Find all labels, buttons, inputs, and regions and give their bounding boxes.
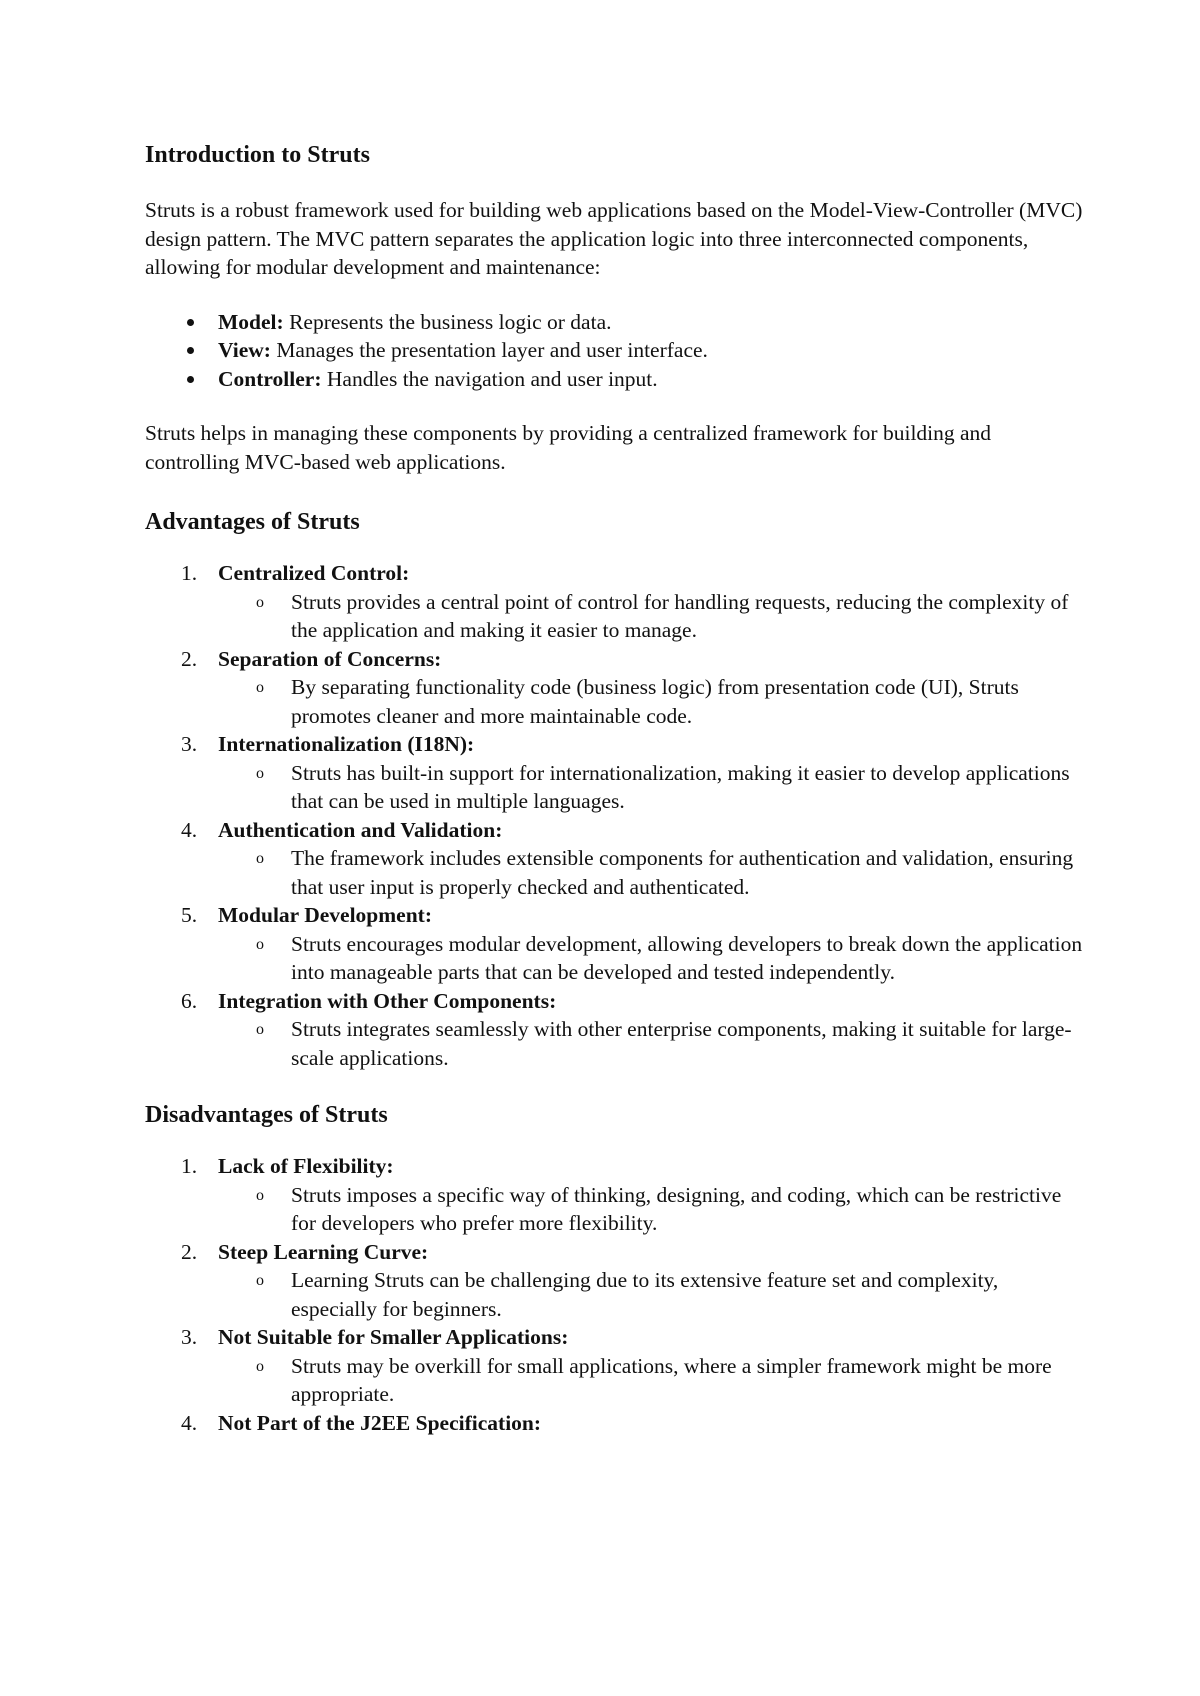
item-number: 2. [181, 1239, 198, 1264]
sub-item [218, 588, 1085, 645]
list-item [145, 1152, 1085, 1238]
item-title: Not Suitable for Smaller Applications: [218, 1325, 569, 1349]
bullet-text: Manages the presentation layer and user interface. [270, 338, 708, 362]
item-number: 5. [181, 903, 198, 927]
sub-item-text: Struts encourages modular development, allowing developers to break down the application into manageable parts that can be developed and tested independently. [291, 931, 1083, 984]
item-title: Authentication and Validation: [218, 817, 503, 842]
item-number: 4. [181, 817, 198, 842]
list-item [145, 816, 1085, 902]
sub-bullet-icon: o [256, 1272, 264, 1289]
item-title: Centralized Control: [218, 561, 410, 585]
sub-item [218, 673, 1085, 730]
sub-bullet-icon: o [256, 679, 264, 696]
intro-paragraph: Struts is a robust framework used for building web applications based on the Model-View-Controller (MVC) design pattern. The MVC pattern separates the application logic into three interconnected components, allowing for modular development and maintenance: [145, 198, 1083, 279]
sub-item [218, 759, 1085, 816]
intro-heading: Introduction to Struts [145, 142, 370, 168]
mvc-bullet-list [145, 308, 1085, 394]
bullet-icon [187, 347, 194, 354]
sub-item-text: The framework includes extensible components for authentication and validation, ensuring that user input is properly checked and authenticated. [291, 846, 1074, 899]
sub-item-text: By separating functionality code (business logic) from presentation code (UI), Struts promotes cleaner and more maintainable code. [291, 675, 1019, 728]
sub-item-text: Learning Struts can be challenging due to its extensive feature set and complexity, especially for beginners. [291, 1268, 999, 1321]
sub-item [218, 930, 1085, 987]
sub-item-text: Struts has built-in support for internationalization, making it easier to develop applications that can be used in multiple languages. [291, 760, 1070, 813]
sub-bullet-icon: o [256, 1186, 264, 1204]
disadvantages-list [145, 1152, 1085, 1437]
item-number: 3. [181, 732, 198, 756]
item-title: Not Part of the J2EE Specification: [218, 1410, 542, 1435]
item-title: Steep Learning Curve: [218, 1239, 429, 1264]
sub-bullet-icon: o [256, 935, 264, 953]
list-item [145, 1409, 1085, 1438]
sub-bullet-icon: o [256, 764, 264, 782]
list-item [145, 730, 1085, 816]
advantages-list [145, 559, 1085, 1072]
item-number: 3. [181, 1325, 198, 1349]
sub-bullet-icon: o [256, 1357, 264, 1375]
bullet-item-controller [145, 365, 1085, 394]
document-page [145, 140, 1085, 1437]
item-title: Lack of Flexibility: [218, 1154, 394, 1178]
item-number: 1. [181, 561, 198, 585]
bullet-icon [187, 376, 194, 383]
item-number: 1. [181, 1154, 198, 1178]
sub-item [218, 844, 1085, 901]
sub-item [218, 1266, 1085, 1323]
item-number: 4. [181, 1410, 198, 1435]
bullet-term: Controller: [218, 366, 322, 391]
item-title: Separation of Concerns: [218, 646, 442, 671]
sub-bullet-icon: o [256, 1021, 264, 1038]
sub-bullet-icon: o [256, 593, 264, 611]
advantages-heading: Advantages of Struts [145, 509, 360, 535]
bullet-text: Represents the business logic or data. [283, 309, 612, 334]
item-title: Internationalization (I18N): [218, 732, 475, 756]
bullet-icon [187, 319, 194, 326]
sub-item [218, 1352, 1085, 1409]
item-number: 6. [181, 988, 198, 1013]
bullet-item-view [145, 336, 1085, 365]
list-item [145, 1238, 1085, 1324]
sub-item-text: Struts imposes a specific way of thinking, designing, and coding, which can be restrictive for developers who prefer more flexibility. [291, 1182, 1062, 1235]
bullet-text: Handles the navigation and user input. [321, 366, 658, 391]
bullet-term: View: [218, 338, 271, 362]
list-item [145, 559, 1085, 645]
sub-item [218, 1181, 1085, 1238]
list-item [145, 901, 1085, 987]
sub-item-text: Struts integrates seamlessly with other enterprise components, making it suitable for large-scale applications. [291, 1017, 1072, 1070]
list-item [145, 987, 1085, 1073]
list-item [145, 1323, 1085, 1409]
sub-item-text: Struts may be overkill for small applications, where a simpler framework might be more appropriate. [291, 1353, 1052, 1406]
item-number: 2. [181, 646, 198, 671]
item-title: Modular Development: [218, 903, 432, 927]
sub-item-text: Struts provides a central point of control for handling requests, reducing the complexity of the application and making it easier to manage. [291, 589, 1069, 642]
list-item [145, 645, 1085, 731]
bullet-item-model [145, 308, 1085, 337]
item-title: Integration with Other Components: [218, 988, 557, 1013]
sub-item [218, 1015, 1085, 1072]
sub-bullet-icon: o [256, 850, 264, 867]
bullet-term: Model: [218, 309, 284, 334]
intro-closing-paragraph: Struts helps in managing these components by providing a centralized framework for building and controlling MVC-based web applications. [145, 421, 992, 474]
disadvantages-heading: Disadvantages of Struts [145, 1102, 388, 1128]
